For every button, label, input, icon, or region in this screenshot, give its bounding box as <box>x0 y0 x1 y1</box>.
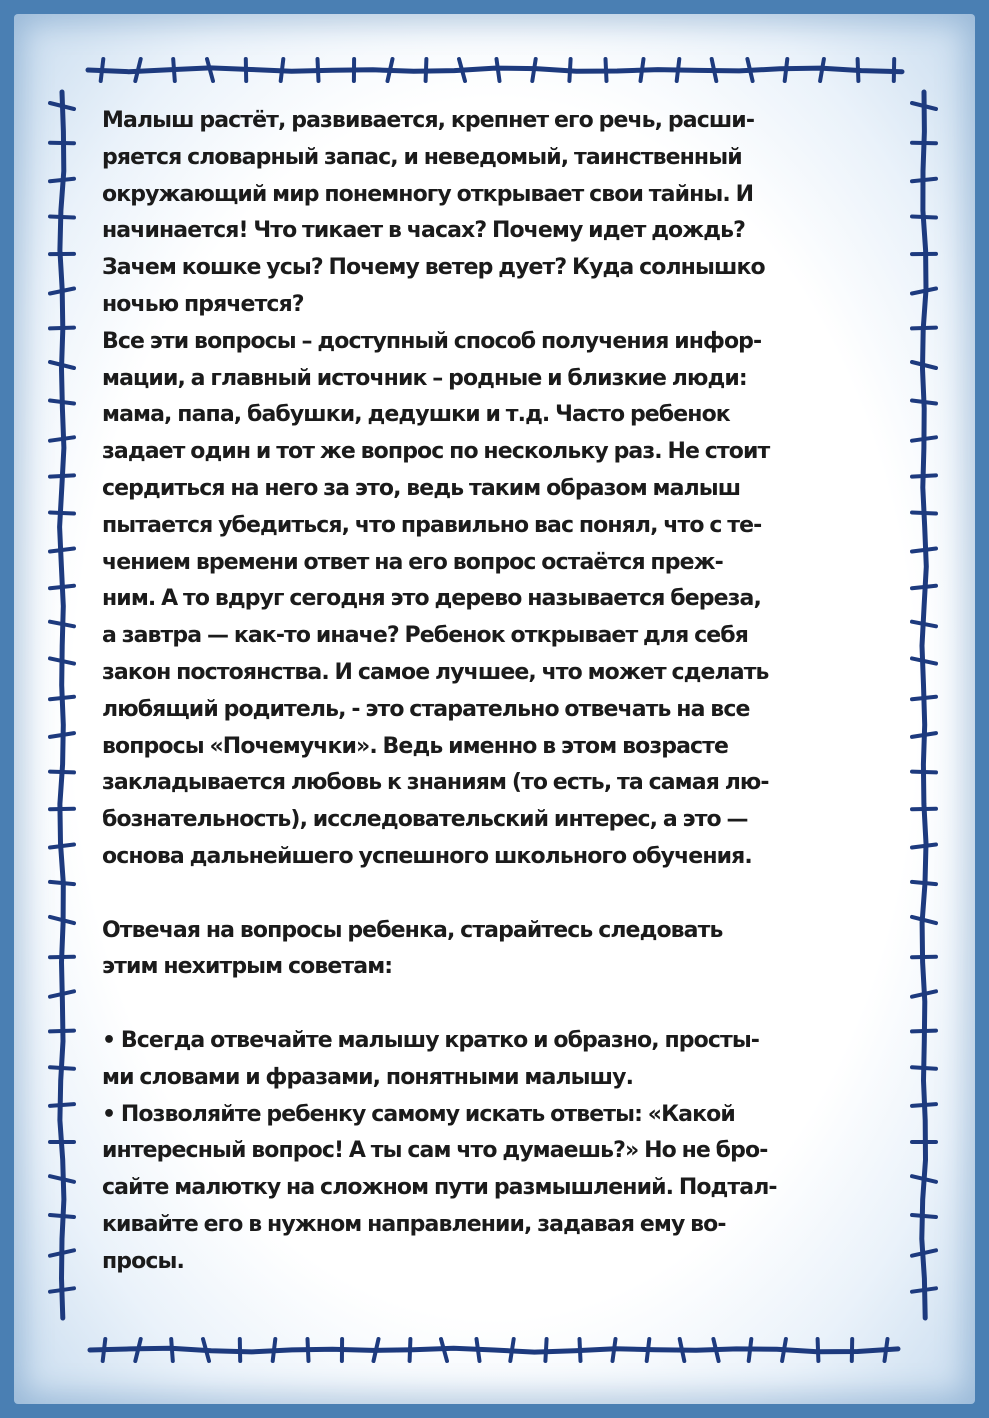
stitch-tick <box>50 401 74 404</box>
stitch-tick <box>171 1339 173 1361</box>
document-text <box>102 103 892 1281</box>
text-line: ним. А то вдруг сегодня это дерево называется береза, <box>102 586 761 612</box>
stitch-tick <box>50 289 74 294</box>
text-line: основа дальнейшего успешного школьного обучения. <box>102 843 752 869</box>
stitch-tick <box>50 1031 74 1032</box>
stitch-tick <box>50 1215 74 1217</box>
text-line: • Всегда отвечайте малышу кратко и образно, просты- <box>102 1027 760 1053</box>
stitch-tick <box>912 179 936 182</box>
stitch-tick <box>912 991 936 996</box>
text-line: Все эти вопросы – доступный способ получения инфор- <box>102 328 762 354</box>
stitch-tick <box>50 179 74 182</box>
stitch-tick <box>820 59 824 81</box>
stitch-tick <box>858 59 859 81</box>
stitch-tick <box>50 697 74 700</box>
stitch-tick <box>912 549 936 552</box>
stitch-tick <box>50 1288 74 1291</box>
text-line: Отвечая на вопросы ребенка, старайтесь следовать <box>102 917 723 943</box>
stitch-tick <box>50 586 74 589</box>
stitch-tick <box>912 437 936 440</box>
stitch-tick <box>785 59 788 81</box>
text-line: кивайте его в нужном направлении, задавая ему во- <box>102 1211 726 1237</box>
stitch-tick <box>50 549 74 552</box>
stitch-tick <box>912 733 936 737</box>
text-line: начинается! Что тикает в часах? Почему идет дождь? <box>102 218 746 244</box>
text-line: пытается убедиться, что правильно вас понял, что с те- <box>102 512 762 538</box>
text-line: вопросы «Почемучки». Ведь именно в этом возрасте <box>102 733 729 759</box>
stitch-tick <box>374 1339 379 1361</box>
stitch-tick <box>677 59 680 81</box>
stitch-tick <box>281 59 284 81</box>
text-line: любящий родитель, - это старательно отвечать на все <box>102 696 750 722</box>
stitch-tick <box>712 59 717 81</box>
stitch-tick <box>273 1339 276 1361</box>
stitch-tick <box>912 1104 936 1106</box>
stitch-tick <box>912 1215 936 1217</box>
stitch-tick <box>50 733 74 737</box>
stitch-tick <box>308 1339 309 1361</box>
text-line: бознательность), исследовательский интерес, а это — <box>102 807 748 833</box>
text-line: мации, а главный источник – родные и близкие люди: <box>102 365 747 391</box>
text-line: закон постоянства. И самое лучшее, что может сделать <box>102 659 769 685</box>
stitch-tick <box>912 401 936 404</box>
stitch-tick <box>50 513 74 514</box>
stitch-tick <box>388 59 393 81</box>
text-line: окружающий мир понемногу открывает свои тайны. И <box>102 181 754 207</box>
text-line: этим нехитрым советам: <box>102 954 393 980</box>
stitch-tick <box>912 328 936 329</box>
stitch-tick <box>477 1339 480 1361</box>
stitch-tick <box>510 1339 513 1361</box>
stitch-tick <box>410 1339 411 1361</box>
text-line: задает один и тот же вопрос по нескольку раз. Не стоит <box>102 439 770 465</box>
stitch-tick <box>912 772 936 773</box>
stitch-tick <box>426 59 427 81</box>
stitch-tick <box>50 772 74 773</box>
paragraph-gap <box>102 986 892 1023</box>
text-line: сердиться на него за это, ведь таким образом малыш <box>102 475 741 501</box>
stitch-tick <box>641 59 644 81</box>
stitch-tick <box>50 328 74 329</box>
frame-right-line <box>922 92 927 1318</box>
stitch-tick <box>50 1176 74 1182</box>
stitch-tick <box>173 59 175 81</box>
text-line: сайте малютку на сложном пути размышлений. Подтал- <box>102 1175 777 1201</box>
stitch-tick <box>103 1339 106 1361</box>
stitch-tick <box>912 622 936 627</box>
stitch-tick <box>912 289 936 294</box>
stitch-tick <box>50 622 74 627</box>
stitch-tick <box>613 1339 616 1361</box>
stitch-tick <box>50 1104 74 1106</box>
paragraph-advice-list <box>102 1023 892 1281</box>
stitch-tick <box>50 882 74 884</box>
stitch-tick <box>912 1288 936 1291</box>
stitch-tick <box>135 59 140 81</box>
stitch-tick <box>912 1250 936 1255</box>
stitch-tick <box>912 1031 936 1032</box>
stitch-tick <box>749 1339 752 1361</box>
paragraph-advice-intro <box>102 913 892 987</box>
stitch-tick <box>50 217 74 218</box>
stitch-tick <box>912 1176 936 1182</box>
stitch-tick <box>318 59 319 81</box>
stitch-tick <box>912 513 936 514</box>
stitch-tick <box>782 1339 786 1361</box>
stitch-tick <box>912 882 936 884</box>
stitch-tick <box>50 475 74 476</box>
stitch-tick <box>135 1339 140 1361</box>
paragraph-intro <box>102 103 892 324</box>
stitch-tick <box>912 475 936 476</box>
text-line: ночью прячется? <box>102 291 304 317</box>
text-line: интересный вопрос! А ты сам что думаешь?» Но не бро- <box>102 1138 768 1164</box>
frame-left-line <box>60 92 64 1318</box>
text-line: чением времени ответ на его вопрос остаётся преж- <box>102 549 723 575</box>
stitch-tick <box>497 59 500 81</box>
text-line: мама, папа, бабушки, дедушки и т.д. Часто ребенок <box>102 402 730 428</box>
text-line: Малыш растёт, развивается, крепнет его речь, расши- <box>102 108 755 133</box>
stitch-tick <box>912 586 936 589</box>
stitch-tick <box>606 59 607 81</box>
stitch-tick <box>532 59 535 81</box>
stitch-tick <box>50 991 74 996</box>
stitch-tick <box>50 1250 74 1255</box>
stitch-tick <box>50 437 74 440</box>
text-line: а завтра — как-то иначе? Ребенок открывает для себя <box>102 623 748 649</box>
stitch-tick <box>50 845 74 848</box>
stitch-tick <box>647 1339 650 1361</box>
text-line: • Позволяйте ребенку самому искать ответы: «Какой <box>102 1101 735 1127</box>
stitch-tick <box>885 1339 888 1361</box>
stitch-tick <box>912 697 936 700</box>
stitch-tick <box>912 217 936 218</box>
stitch-tick <box>580 1339 581 1361</box>
stitch-tick <box>569 59 570 81</box>
stitch-tick <box>50 658 74 663</box>
stitch-tick <box>818 1339 819 1361</box>
stitch-tick <box>912 658 936 663</box>
paragraph-main <box>102 324 892 876</box>
text-line: закладывается любовь к знаниям (то есть, та самая лю- <box>102 770 769 796</box>
frame-bottom-line <box>90 1348 898 1352</box>
text-line: ми словами и фразами, понятными малышу. <box>102 1064 634 1090</box>
stitch-tick <box>545 1339 546 1361</box>
stitch-tick <box>101 59 104 81</box>
text-line: просы. <box>102 1248 184 1274</box>
text-line: ряется словарный запас, и неведомый, таинственный <box>102 144 742 170</box>
stitch-tick <box>50 1067 74 1069</box>
stitch-tick <box>912 845 936 848</box>
paragraph-gap <box>102 876 892 913</box>
stitch-tick <box>747 59 752 81</box>
stitch-tick <box>912 1067 936 1069</box>
stitch-tick <box>680 1339 685 1361</box>
stitch-tick <box>713 1339 718 1361</box>
text-line: Зачем кошке усы? Почему ветер дует? Куда солнышко <box>102 255 765 281</box>
